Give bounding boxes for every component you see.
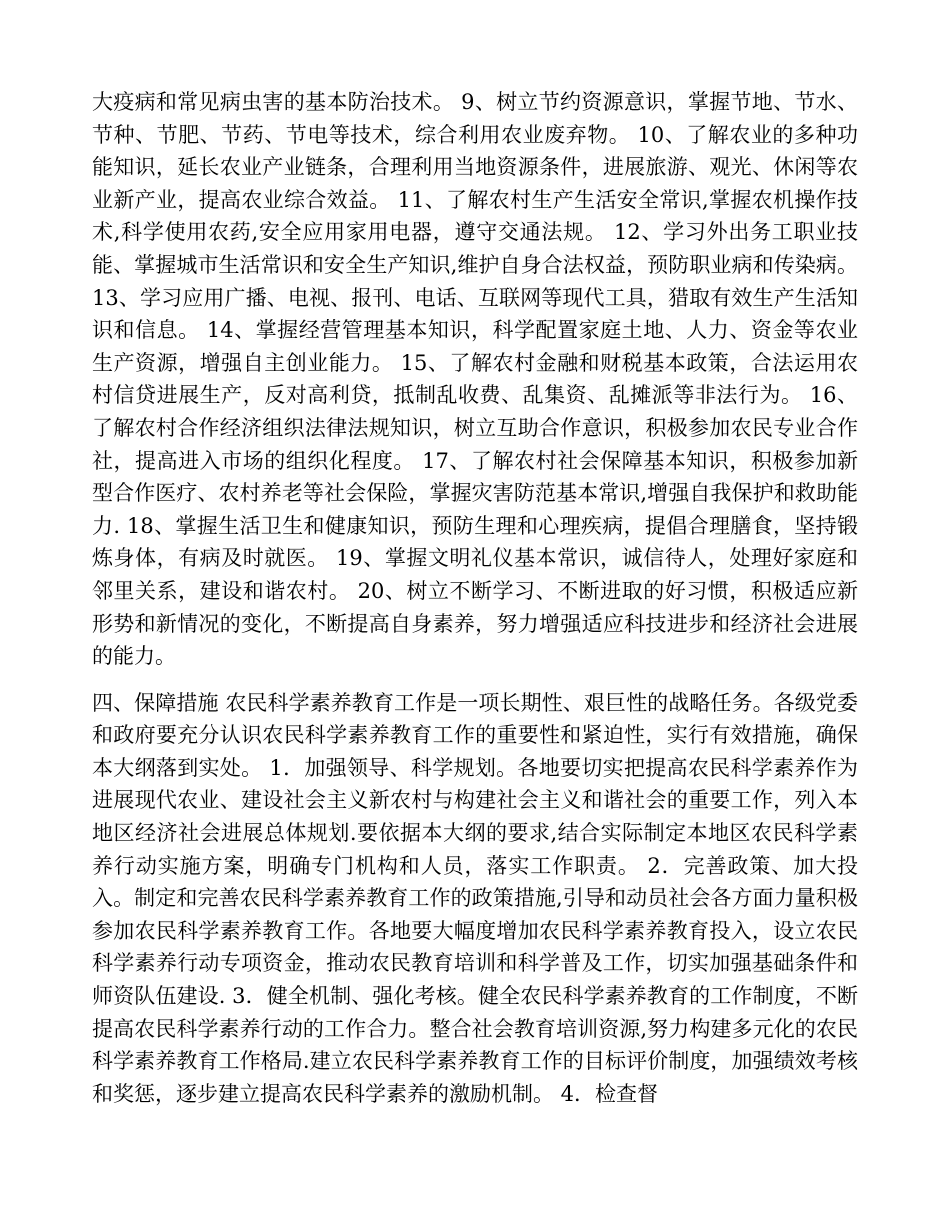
body-paragraph: 大疫病和常见病虫害的基本防治技术。 9、树立节约资源意识，掌握节地、节水、节种、节肥、节药、节电等技术，综合利用农业废弃物。 10、了解农业的多种功能知识，延长农业产业链条，合理利用当地资源条件，进展旅游、观光、休闲等农业新产业，提高农业综合效益。 11、了解农村生产生活安全常识,掌握农机操作技术,科学使用农药,安全应用家用电器，遵守交通法规。 12、学习外出务工职业技能、掌握城市生活常识和安全生产知识,维护自身合法权益，预防职业病和传染病。 13、学习应用广播、电视、报刊、电话、互联网等现代工具，猎取有效生产生活知识和信息。 14、掌握经营管理基本知识，科学配置家庭土地、人力、资金等农业生产资源，增强自主创业能力。 15、了解农村金融和财税基本政策，合法运用农村信贷进展生产，反对高利贷，抵制乱收费、乱集资、乱摊派等非法行为。 16、了解农村合作经济组织法律法规知识，树立互助合作意识，积极参加农民专业合作社，提高进入市场的组织化程度。 17、了解农村社会保障基本知识，积极参加新型合作医疗、农村养老等社会保险，掌握灾害防范基本常识,增强自我保护和救助能力. 18、掌握生活卫生和健康知识，预防生理和心理疾病，提倡合理膳食，坚持锻炼身体，有病及时就医。 19、掌握文明礼仪基本常识，诚信待人，处理好家庭和邻里关系，建设和谐农村。 20、树立不断学习、不断进取的好习惯，积极适应新形势和新情况的变化，不断提高自身素养，努力增强适应科技进步和经济社会进展的能力。 — [92, 90, 858, 669]
body-paragraph: 四、保障措施 农民科学素养教育工作是一项长期性、艰巨性的战略任务。各级党委和政府要充分认识农民科学素养教育工作的重要性和紧迫性，实行有效措施，确保本大纲落到实处。 1．加强领导、科学规划。各地要切实把提高农民科学素养作为进展现代农业、建设社会主义新农村与构建社会主义和谐社会的重要工作，列入本地区经济社会进展总体规划.要依据本大纲的要求,结合实际制定本地区农民科学素养行动实施方案，明确专门机构和人员，落实工作职责。 2．完善政策、加大投入。制定和完善农民科学素养教育工作的政策措施,引导和动员社会各方面力量积极参加农民科学素养教育工作。各地要大幅度增加农民科学素养教育投入，设立农民科学素养行动专项资金，推动农民教育培训和科学普及工作，切实加强基础条件和师资队伍建设. 3．健全机制、强化考核。健全农民科学素养教育的工作制度，不断提高农民科学素养行动的工作合力。整合社会教育培训资源,努力构建多元化的农民科学素养教育工作格局.建立农民科学素养教育工作的目标评价制度，加强绩效考核和奖惩，逐步建立提高农民科学素养的激励机制。 4．检查督 — [92, 690, 858, 1106]
